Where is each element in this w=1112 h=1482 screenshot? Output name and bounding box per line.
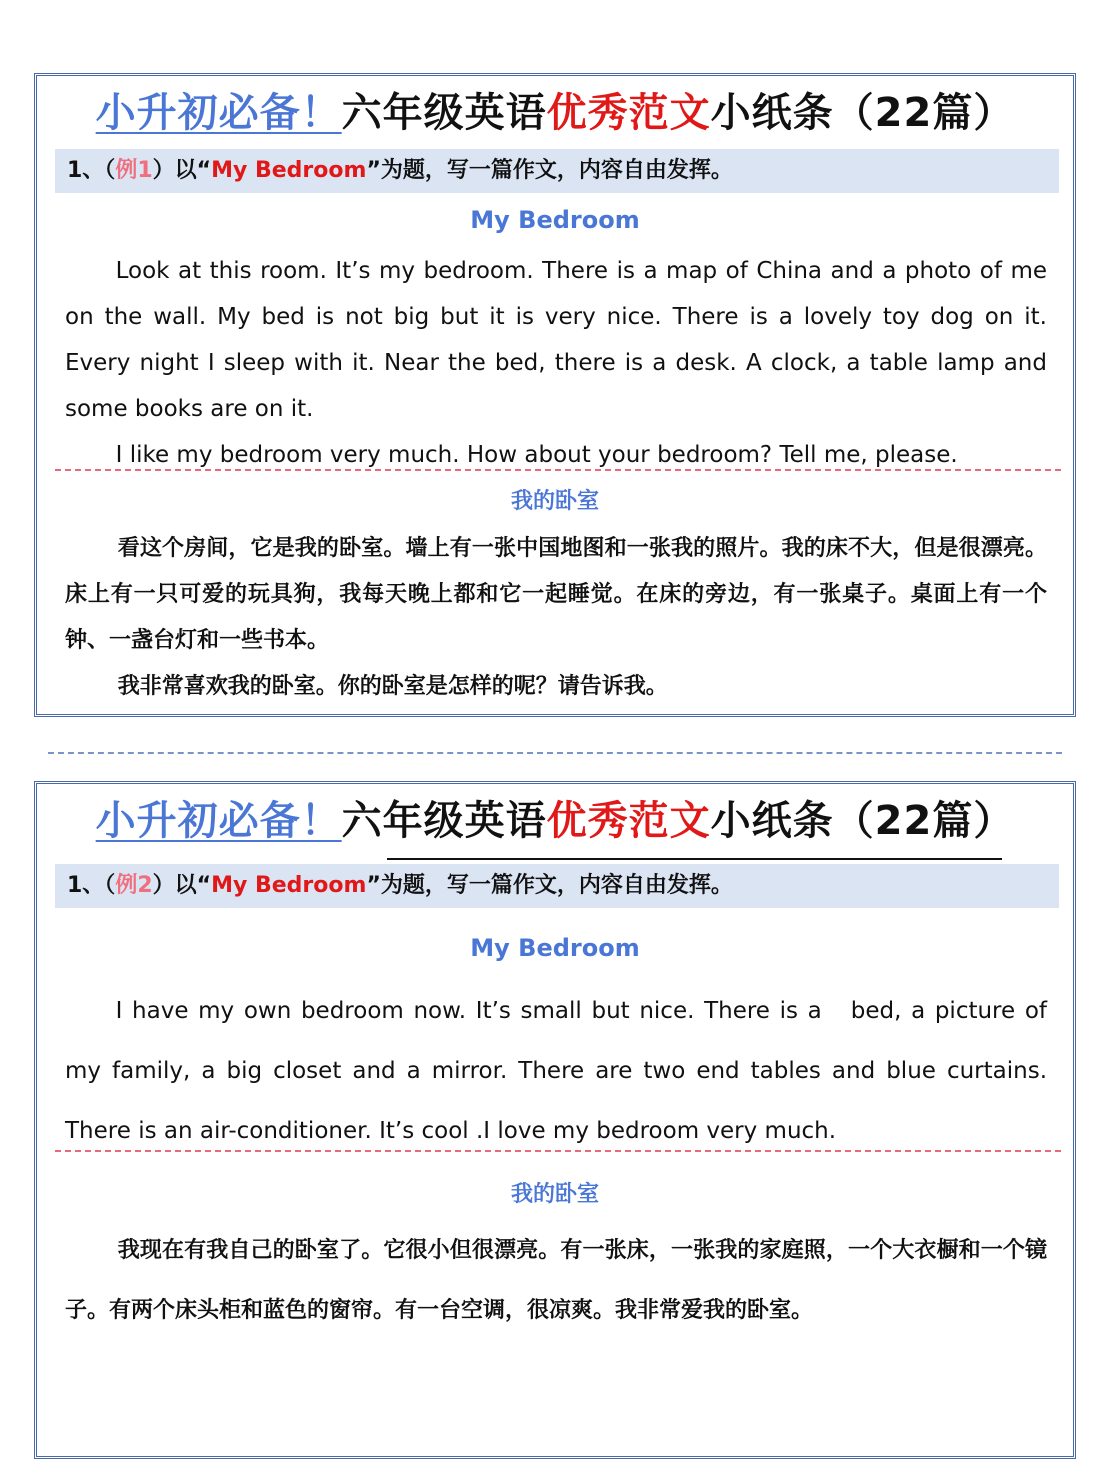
translation-title: 我的卧室 — [510, 1182, 599, 1207]
chinese-paragraph-1: 看这个房间，它是我的卧室。墙上有一张中国地图和一张我的照片。我的床不大，但是很漂亮。床上有一只可爱的玩具狗，我每天晚上都和它一起睡觉。在床的旁边，有一张桌子。桌面上有一个钟、一盏台灯和一些书本。 — [65, 536, 1047, 653]
prompt-band — [55, 864, 1059, 908]
essay-title: My Bedroom — [470, 206, 640, 234]
prompt-mid: ）以“ — [152, 158, 212, 183]
essay-card-2 — [34, 781, 1076, 1459]
prompt-prefix: 1、（ — [67, 873, 116, 898]
chinese-paragraph-1: 我现在有我自己的卧室了。它很小但很漂亮。有一张床，一张我的家庭照，一个大衣橱和一个镜子。有两个床头柜和蓝色的窗帘。有一台空调，很凉爽。我非常爱我的卧室。 — [65, 1238, 1047, 1323]
prompt-example: 例2 — [115, 873, 153, 898]
prompt-topic: My Bedroom — [211, 873, 367, 898]
section-divider — [55, 469, 1061, 471]
card-title — [37, 796, 1073, 858]
translation-title: 我的卧室 — [510, 489, 599, 514]
title-part-3: 优秀范文 — [546, 90, 711, 136]
prompt-suffix: ”为题，写一篇作文，内容自由发挥。 — [366, 158, 733, 183]
english-paragraph-1: Look at this room. It’s my bedroom. There is a map of China and a photo of me on the wall. My bed is not big but it is very nice. There is a lovely toy dog on it. Every night I sleep with it. Near the bed, there is a desk. A clock, a table lamp and some books are on it. — [65, 258, 1047, 422]
section-divider — [55, 1150, 1061, 1152]
chinese-paragraph-2: 我非常喜欢我的卧室。你的卧室是怎样的呢？请告诉我。 — [117, 674, 668, 699]
card-title — [37, 88, 1073, 150]
essay-card-1 — [34, 73, 1076, 717]
prompt-topic: My Bedroom — [211, 158, 367, 183]
prompt-prefix: 1、（ — [67, 158, 116, 183]
title-part-2: 六年级英语 — [341, 90, 547, 136]
prompt-example: 例1 — [115, 158, 153, 183]
cut-line — [48, 752, 1062, 754]
prompt-suffix: ”为题，写一篇作文，内容自由发挥。 — [366, 873, 733, 898]
title-part-1: 小升初必备！ — [95, 798, 342, 844]
essay-title: My Bedroom — [470, 934, 640, 962]
prompt-mid: ）以“ — [152, 873, 212, 898]
english-paragraph-1: I have my own bedroom now. It’s small but nice. There is a bed, a picture of my family, a big closet and a mirror. There are two end tables and blue curtains. There is an air-conditioner. It’s cool .I love my bedroom very much. — [65, 998, 1055, 1144]
title-part-1: 小升初必备！ — [95, 90, 342, 136]
prompt-band — [55, 149, 1059, 193]
english-paragraph-2: I like my bedroom very much. How about your bedroom? Tell me, please. — [115, 442, 958, 468]
title-part-4: 小纸条（22篇） — [710, 798, 1015, 844]
title-part-4: 小纸条（22篇） — [710, 90, 1015, 136]
title-part-3: 优秀范文 — [546, 798, 711, 844]
title-part-2: 六年级英语 — [341, 798, 547, 844]
